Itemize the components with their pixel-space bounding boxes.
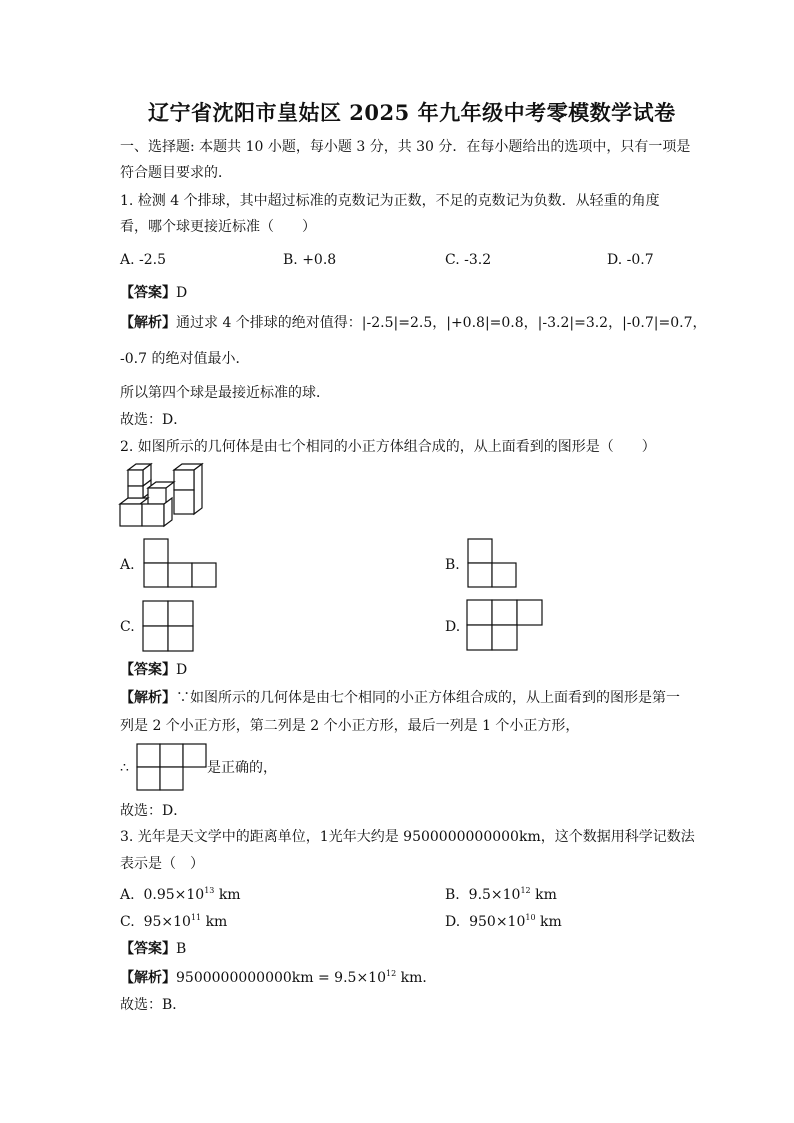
q1-conclusion: 故选：D． (120, 412, 188, 428)
page-title: 辽宁省沈阳市皇姑区 2025 年九年级中考零模数学试卷 (148, 100, 676, 125)
q1-option-a: A. -2.5 (120, 252, 167, 268)
q3-option-b (445, 885, 557, 905)
q3-option-d (445, 912, 562, 932)
option-unit: km (218, 887, 241, 903)
q1-analysis-cont2: 所以第四个球是最接近标准的球． (120, 385, 330, 401)
q3-stem: 3. 光年是天文学中的距离单位，1光年大约是 9500000000000km，这个数据用科学记数法 (120, 829, 695, 845)
q1-option-b: B. +0.8 (283, 252, 337, 268)
q2-option-a-figure (143, 538, 219, 588)
q2-option-c-letter: C. (120, 619, 135, 635)
q2-option-c-figure (142, 600, 194, 652)
q3-answer (120, 939, 186, 959)
option-letter: C. (120, 914, 135, 930)
answer-value: B (176, 941, 187, 957)
q2-analysis-cont: 列是 2 个小正方形，第二列是 2 个小正方形，最后一列是 1 个小正方形， (120, 718, 580, 734)
q1-option-d: D. -0.7 (607, 252, 654, 268)
q2-cube-figure (118, 464, 208, 534)
q3-option-a (120, 885, 241, 905)
option-mantissa: 0.95×10 (143, 887, 205, 903)
option-exponent: 11 (190, 913, 202, 922)
q2-stem: 2. 如图所示的几何体是由七个相同的小正方体组合成的，从上面看到的图形是（ ） (120, 439, 656, 455)
q3-conclusion: 故选：B． (120, 997, 187, 1013)
option-unit: km (205, 914, 228, 930)
analysis-label: 【解析】 (120, 970, 176, 986)
option-letter: D. (445, 914, 461, 930)
option-mantissa: 95×10 (143, 914, 191, 930)
answer-label: 【答案】 (120, 662, 176, 678)
analysis-label: 【解析】 (120, 315, 176, 331)
q2-answer (120, 660, 187, 680)
q2-option-d-figure (466, 599, 544, 651)
q2-option-b-letter: B. (445, 557, 460, 573)
analysis-text: 通过求 4 个排球的绝对值得：|-2.5|=2.5，|+0.8|=0.8，|-3.2|=3.2，|-0.7|=0.7， (176, 315, 707, 331)
option-exponent: 12 (520, 886, 531, 895)
q2-option-a-letter: A. (120, 557, 135, 573)
option-letter: B. (445, 887, 460, 903)
option-exponent: 10 (525, 913, 536, 922)
analysis-label: 【解析】 (120, 690, 176, 706)
analysis-equation: 9500000000000km = 9.5×10 (176, 970, 386, 986)
option-exponent: 13 (204, 886, 215, 895)
option-unit: km (535, 887, 557, 903)
q1-stem: 1. 检测 4 个排球，其中超过标准的克数记为正数，不足的克数记为负数．从轻重的角度 (120, 193, 660, 209)
section-heading-cont: 符合题目要求的． (120, 165, 232, 181)
q2-correct-text: 是正确的， (207, 760, 277, 776)
q2-option-b-figure (467, 538, 519, 588)
q1-analysis-cont: -0.7 的绝对值最小． (120, 351, 250, 367)
q2-option-d-letter: D. (445, 619, 461, 635)
option-unit: km (540, 914, 562, 930)
option-letter: A. (120, 887, 135, 903)
q1-answer (120, 283, 187, 303)
q3-option-c (120, 912, 227, 932)
answer-label: 【答案】 (120, 941, 176, 957)
analysis-text: ∵如图所示的几何体是由七个相同的小正方体组合成的，从上面看到的图形是第一 (176, 690, 680, 706)
answer-value: D (176, 662, 188, 678)
q2-correct-figure (136, 743, 208, 793)
q1-analysis (120, 313, 707, 333)
option-mantissa: 950×10 (469, 914, 526, 930)
q1-option-c: C. -3.2 (445, 252, 492, 268)
q3-stem-cont: 表示是（ ） (120, 856, 204, 872)
section-heading: 一、选择题: 本题共 10 小题，每小题 3 分，共 30 分．在每小题给出的选项中，只有一项是 (120, 139, 691, 155)
q2-analysis (120, 688, 680, 708)
q2-conclusion: 故选：D． (120, 803, 188, 819)
option-mantissa: 9.5×10 (468, 887, 521, 903)
q1-stem-cont: 看，哪个球更接近标准（ ） (120, 219, 316, 235)
answer-label: 【答案】 (120, 285, 176, 301)
analysis-exponent: 12 (386, 969, 397, 978)
answer-value: D (176, 285, 188, 301)
q3-analysis (120, 968, 436, 988)
analysis-unit: km． (400, 970, 437, 986)
therefore-symbol: ∴ (120, 760, 129, 776)
